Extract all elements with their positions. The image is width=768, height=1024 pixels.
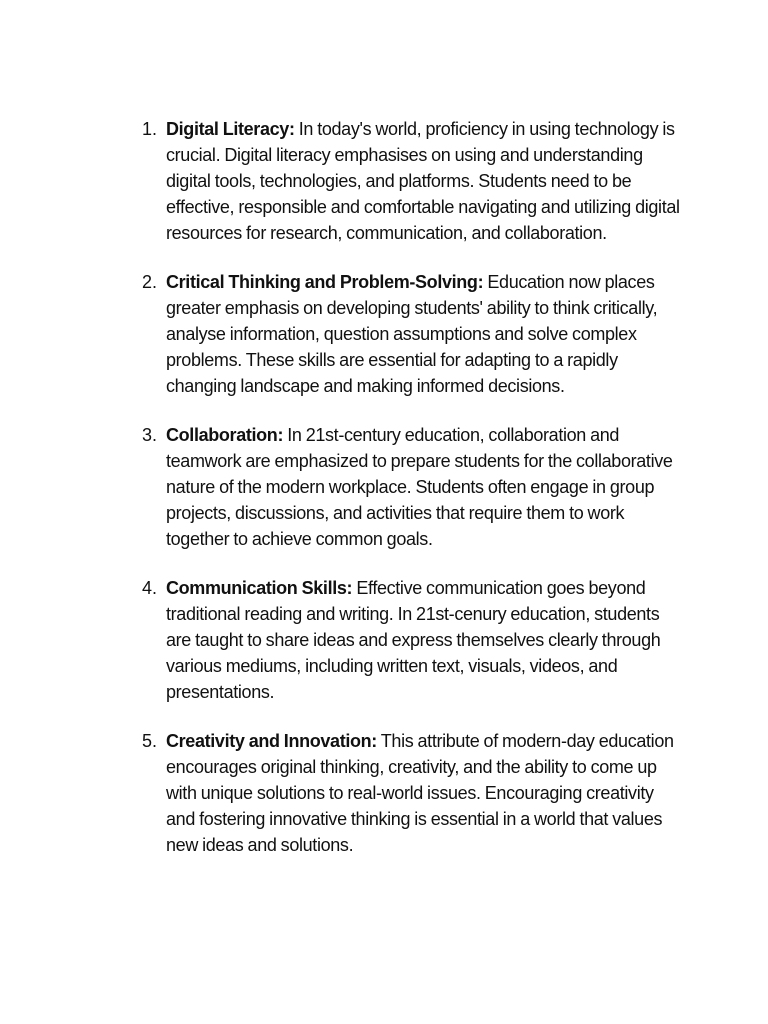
item-number: 5. [142,731,158,751]
list-item [0,422,768,552]
item-description: This attribute of modern-day education encourages original thinking, creativity, and the ability to come up with unique solutions to real-world issues. Encouraging creativity and fostering innovative thinking is essential in a world that values new ideas and solutions. [166,731,674,855]
item-number: 4. [142,578,158,598]
list-item [0,728,768,858]
list-item [0,575,768,705]
item-description: In 21st-century education, collaboration and teamwork are emphasized to prepare students for the collaborative nature of the modern workplace. Students often engage in group projects, discussions, and activities that require them to work together to achieve common goals. [166,425,673,549]
item-term: Collaboration: [166,425,284,445]
item-term: Creativity and Innovation: [166,731,377,751]
item-description: In today's world, proficiency in using technology is crucial. Digital literacy emphasises on using and understanding digital tools, technologies, and platforms. Students need to be effective, responsible and comfortable navigating and utilizing digital resources for research, communication, and collaboration. [166,119,680,243]
item-paragraph [166,728,686,858]
item-number: 1. [142,119,158,139]
attributes-list [0,116,768,881]
item-number: 2. [142,272,158,292]
list-item [0,269,768,399]
item-description: Effective communication goes beyond traditional reading and writing. In 21st-cenury education, students are taught to share ideas and express themselves clearly through various mediums, including written text, visuals, videos, and presentations. [166,578,661,702]
item-paragraph [166,116,686,246]
item-paragraph [166,269,686,399]
list-item [0,116,768,246]
item-paragraph [166,422,686,552]
item-term: Digital Literacy: [166,119,295,139]
item-term: Communication Skills: [166,578,353,598]
item-term: Critical Thinking and Problem-Solving: [166,272,484,292]
item-paragraph [166,575,686,705]
item-number: 3. [142,425,158,445]
item-description: Education now places greater emphasis on developing students' ability to think critically, analyse information, question assumptions and solve complex problems. These skills are essential for adapting to a rapidly changing landscape and making informed decisions. [166,272,658,396]
